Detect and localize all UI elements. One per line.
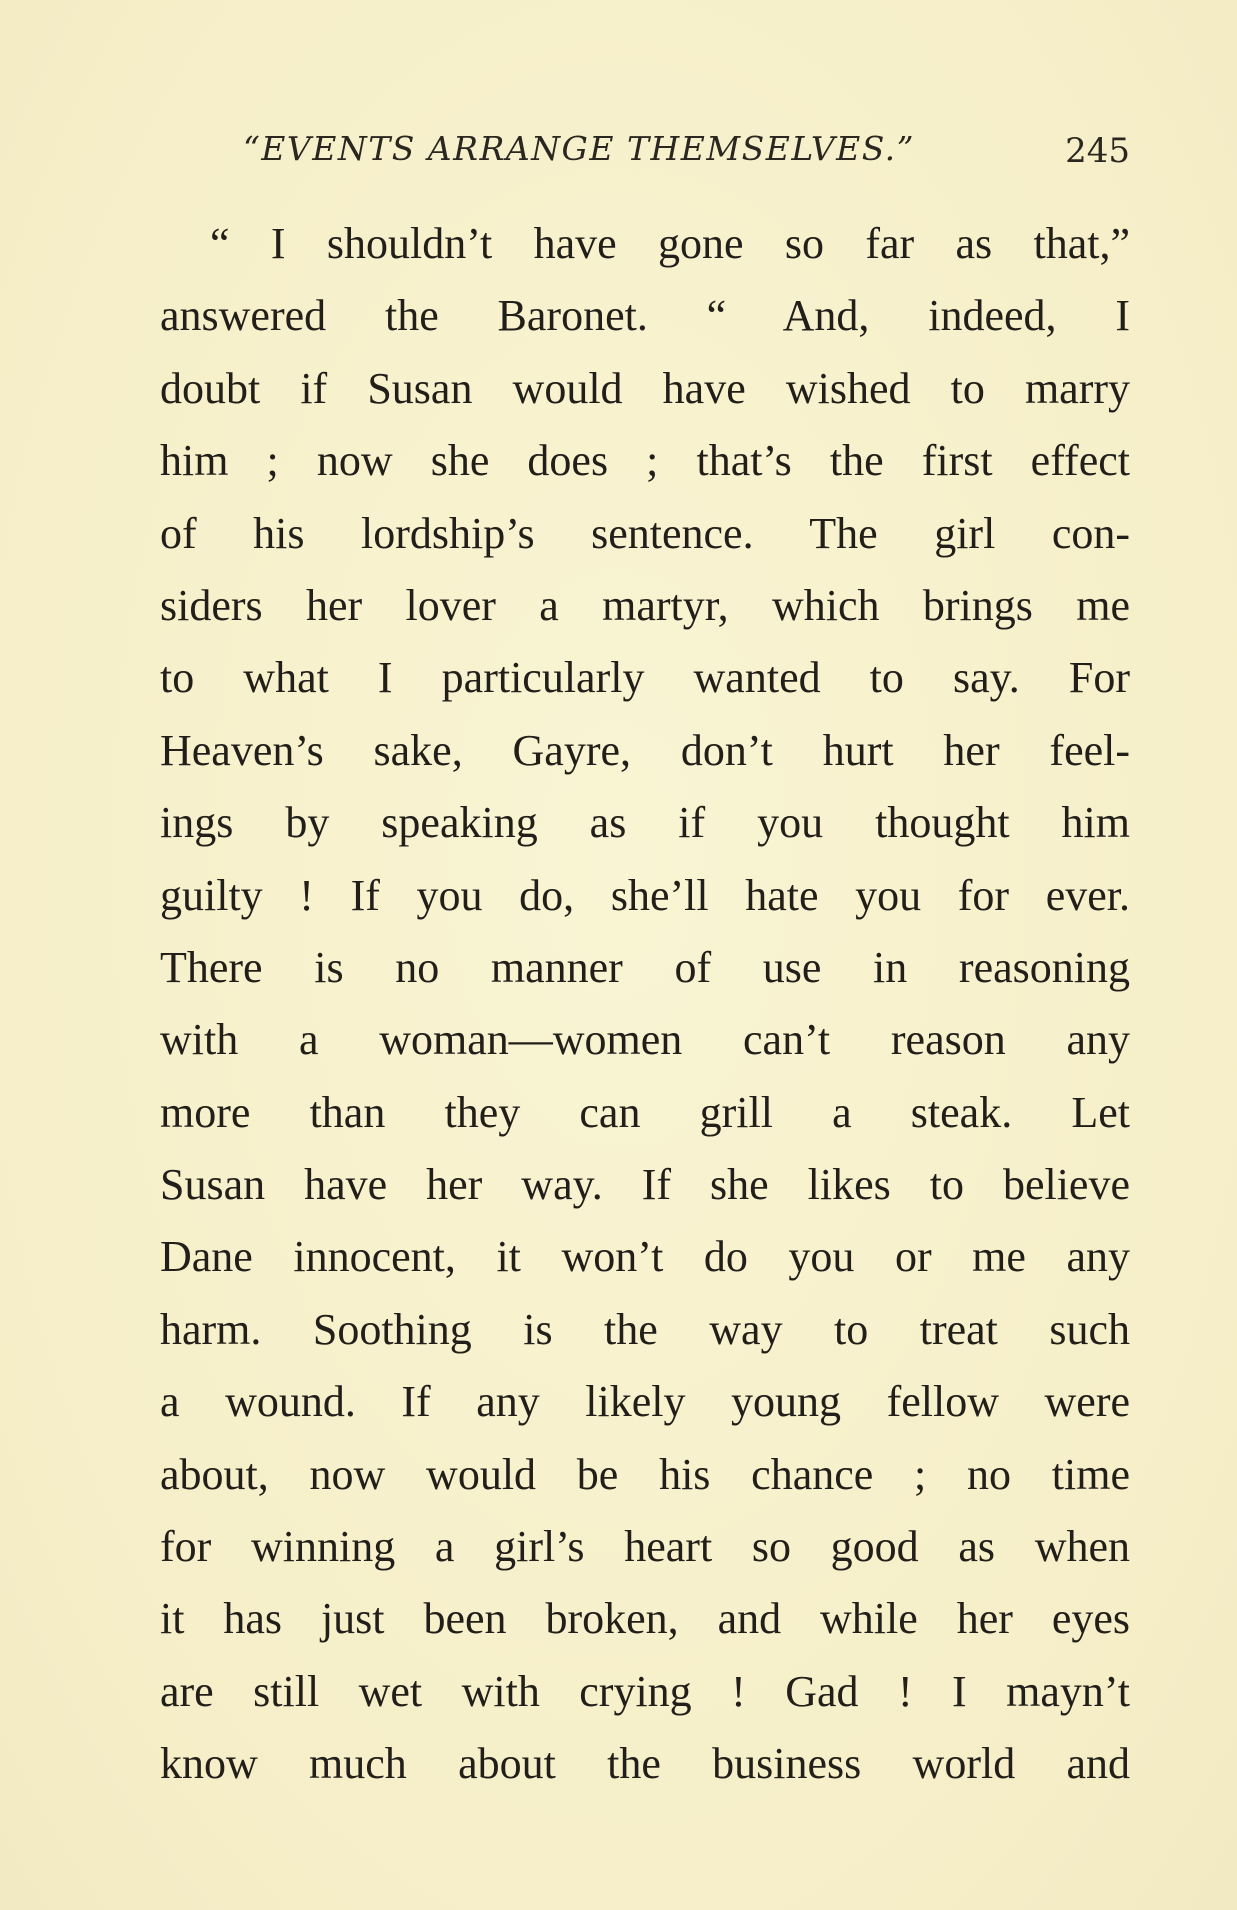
text-line: Susan have her way. If she likes to believe bbox=[160, 1160, 1130, 1210]
body-text bbox=[160, 208, 1130, 1801]
text-line: with a woman—women can’t reason any bbox=[160, 1015, 1130, 1065]
text-line: There is no manner of use in reasoning bbox=[160, 942, 1130, 992]
text-line: for winning a girl’s heart so good as when bbox=[160, 1522, 1130, 1572]
running-title: “EVENTS ARRANGE THEMSELVES.” bbox=[242, 129, 916, 168]
text-line: it has just been broken, and while her eyes bbox=[160, 1594, 1130, 1644]
text-line: a wound. If any likely young fellow were bbox=[160, 1377, 1130, 1427]
text-line: are still wet with crying ! Gad ! I mayn’t bbox=[160, 1666, 1130, 1716]
text-line: of his lordship’s sentence. The girl con- bbox=[160, 508, 1130, 558]
text-line: to what I particularly wanted to say. For bbox=[160, 653, 1130, 703]
page-number: 245 bbox=[1065, 131, 1130, 171]
text-line: ings by speaking as if you thought him bbox=[160, 798, 1130, 848]
text-line: him ; now she does ; that’s the first effect bbox=[160, 436, 1130, 486]
running-head bbox=[160, 124, 1130, 174]
text-line: doubt if Susan would have wished to marry bbox=[160, 363, 1130, 413]
text-line: Heaven’s sake, Gayre, don’t hurt her feel- bbox=[160, 725, 1130, 775]
text-line: “ I shouldn’t have gone so far as that,” bbox=[210, 219, 1130, 268]
text-line: about, now would be his chance ; no time bbox=[160, 1449, 1130, 1499]
text-line: harm. Soothing is the way to treat such bbox=[160, 1304, 1130, 1354]
text-line: siders her lover a martyr, which brings me bbox=[160, 580, 1130, 630]
text-line: answered the Baronet. “ And, indeed, I bbox=[160, 291, 1130, 341]
text-line: more than they can grill a steak. Let bbox=[160, 1087, 1130, 1137]
text-line: guilty ! If you do, she’ll hate you for ever. bbox=[160, 870, 1130, 920]
text-line: Dane innocent, it won’t do you or me any bbox=[160, 1232, 1130, 1282]
text-line: know much about the business world and bbox=[160, 1739, 1130, 1789]
